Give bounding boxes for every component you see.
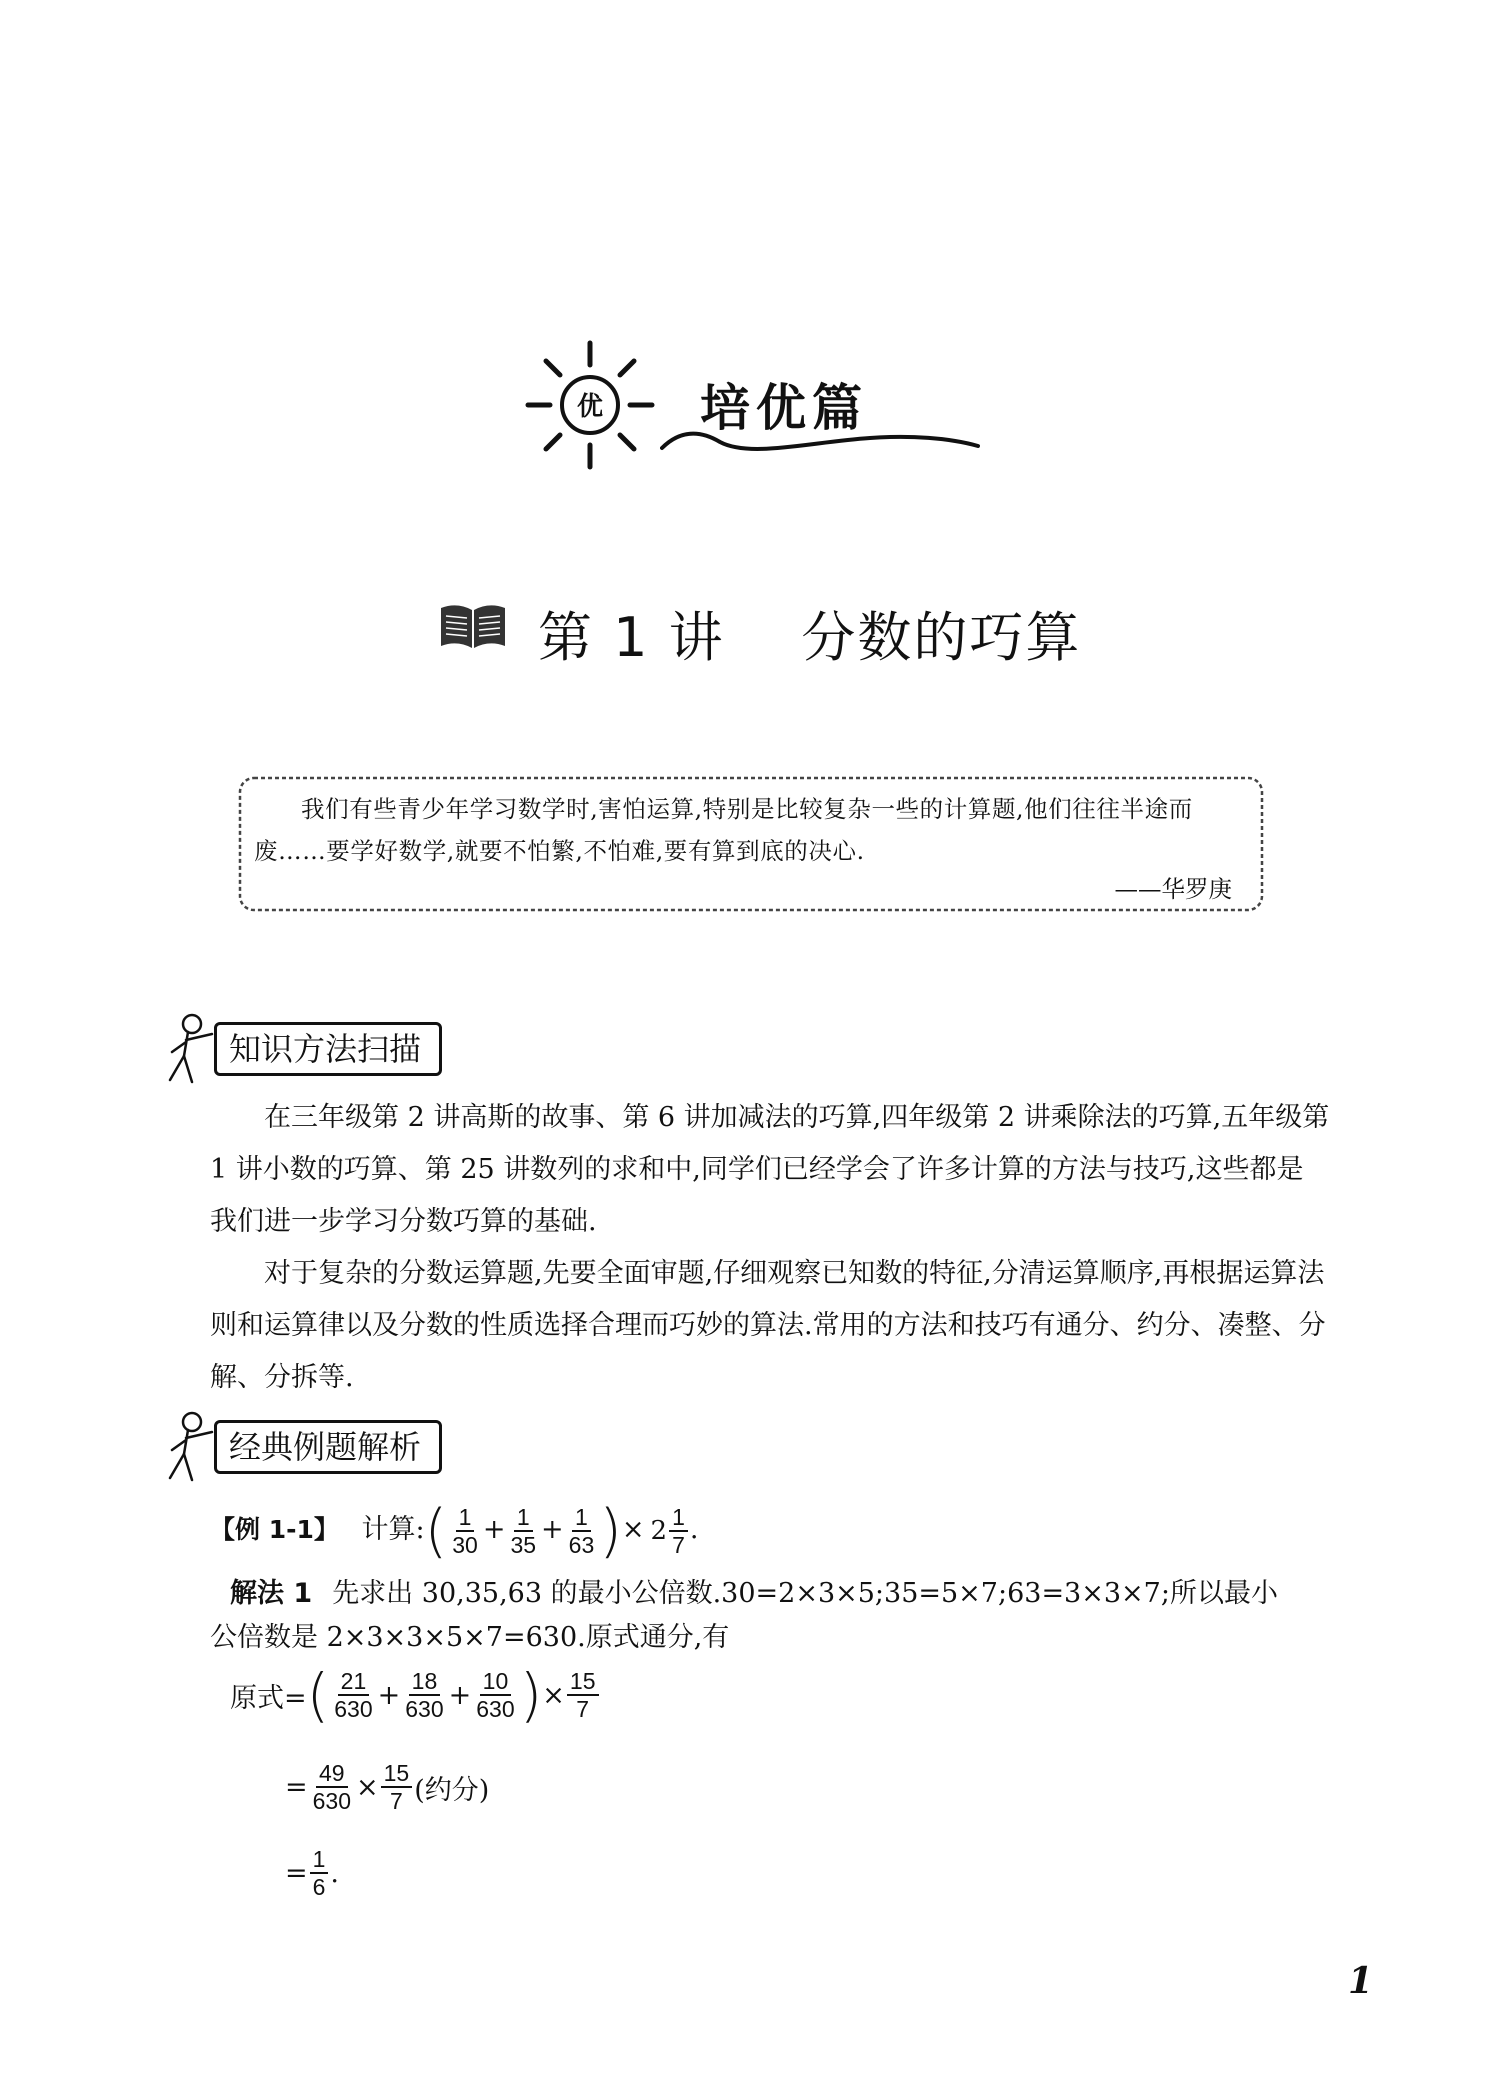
period: . xyxy=(689,1514,699,1545)
equation-row xyxy=(230,1661,601,1729)
plus-sign: + xyxy=(448,1679,472,1711)
period: . xyxy=(330,1857,340,1889)
fraction: $\frac{10}{630}$ xyxy=(476,1668,515,1722)
fraction: $\frac{1}{30}$ xyxy=(452,1503,478,1558)
equation-row xyxy=(285,1846,339,1900)
right-paren: ) xyxy=(599,1496,622,1565)
example-prompt: 计算: xyxy=(361,1514,425,1545)
solution-line xyxy=(230,1572,1340,1616)
mixed-number-integer: 2 xyxy=(650,1515,668,1546)
quote-author: ——华罗庚 xyxy=(1114,875,1232,903)
fraction: $\frac{15}{7}$ xyxy=(381,1760,413,1814)
solution-line: 公倍数是 2×3×3×5×7=630.原式通分,有 xyxy=(210,1622,730,1653)
left-paren: ( xyxy=(424,1496,448,1565)
fraction: $\frac{1}{6}$ xyxy=(310,1846,329,1900)
page-number: 1 xyxy=(1348,1960,1374,2002)
times-sign: × xyxy=(542,1679,565,1711)
wave-underline xyxy=(660,420,980,460)
solution-label: 解法 1 xyxy=(230,1578,313,1609)
equation-row xyxy=(285,1760,489,1814)
example-problem xyxy=(210,1496,699,1565)
equation-prefix: 原式= xyxy=(230,1682,307,1714)
stick-figure-icon xyxy=(162,1408,222,1484)
paragraph-text: 在三年级第 2 讲高斯的故事、第 6 讲加减法的巧算,四年级第 2 讲乘除法的巧算,五年级第 1 讲小数的巧算、第 25 讲数列的求和中,同学们已经学会了许多计算的方法与技巧,这些都是我们进一步学习分数巧算的基础. xyxy=(210,1102,1330,1237)
plus-sign: + xyxy=(541,1514,564,1545)
plus-sign: + xyxy=(377,1679,401,1711)
paragraph-text: 对于复杂的分数运算题,先要全面审题,仔细观察已知数的特征,分清运算顺序,再根据运算法则和运算律以及分数的性质选择合理而巧妙的算法.常用的方法和技巧有通分、约分、凑整、分解、分拆等. xyxy=(210,1258,1326,1393)
fraction: $\frac{15}{7}$ xyxy=(567,1668,599,1722)
solution-text: 先求出 30,35,63 的最小公倍数.30=2×3×5;35=5×7;63=3×3×7;所以最小 xyxy=(332,1578,1278,1609)
fraction: $\frac{1}{63}$ xyxy=(568,1503,595,1558)
left-paren: ( xyxy=(306,1661,330,1729)
times-sign: × xyxy=(621,1514,645,1545)
quote-text: 我们有些青少年学习数学时,害怕运算,特别是比较复杂一些的计算题,他们往往半途而废……要学好数学,就要不怕繁,不怕难,要有算到底的决心. xyxy=(254,795,1193,865)
times-sign: × xyxy=(356,1771,379,1803)
fraction: $\frac{49}{630}$ xyxy=(312,1760,351,1814)
sun-icon xyxy=(520,335,660,475)
section-heading-examples xyxy=(162,1408,492,1484)
paragraph xyxy=(210,1092,1330,1248)
sun-glyph: 优 xyxy=(576,392,604,422)
open-book-icon xyxy=(437,602,509,652)
section-heading-knowledge xyxy=(162,1010,492,1086)
example-label: 【例 1-1】 xyxy=(210,1515,339,1544)
stick-figure-icon xyxy=(162,1010,222,1086)
fraction: $\frac{1}{35}$ xyxy=(510,1503,537,1558)
equation-note: (约分) xyxy=(414,1774,490,1806)
fraction: $\frac{18}{630}$ xyxy=(405,1668,444,1722)
plus-sign: + xyxy=(482,1514,506,1545)
part-title: 培优篇 xyxy=(700,379,868,437)
chapter-title: 第 1 讲 分数的巧算 xyxy=(538,606,1082,669)
section-label: 知识方法扫描 xyxy=(214,1022,442,1076)
paragraph xyxy=(210,1248,1330,1404)
fraction: $\frac{1}{7}$ xyxy=(669,1504,688,1558)
equals-sign: = xyxy=(285,1771,308,1803)
equals-sign: = xyxy=(285,1857,308,1889)
quote-box xyxy=(232,770,1270,918)
fraction: $\frac{21}{630}$ xyxy=(334,1668,373,1722)
section-label: 经典例题解析 xyxy=(214,1420,442,1474)
right-paren: ) xyxy=(519,1661,543,1729)
